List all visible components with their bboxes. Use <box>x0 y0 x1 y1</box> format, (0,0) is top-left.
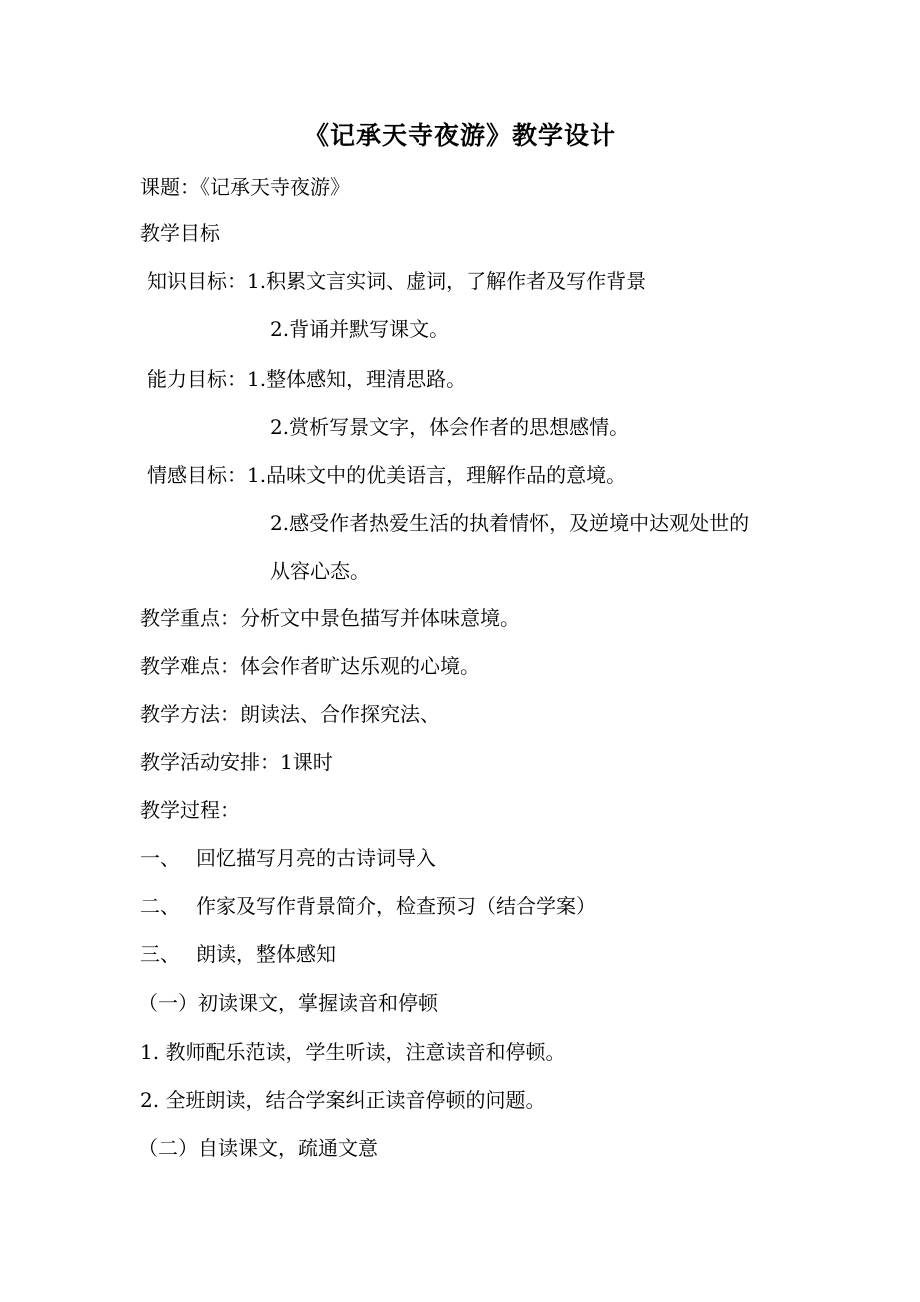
step-1-text: 回忆描写月亮的古诗词导入 <box>196 846 436 870</box>
step-2-marker: 二、 <box>140 894 180 918</box>
knowledge-goal-2: 2.背诵并默写课文。 <box>270 317 450 341</box>
process-step-3 <box>140 939 336 969</box>
objectives-heading: 教学目标 <box>140 221 220 245</box>
ability-goal-2: 2.赏析写景文字，体会作者的思想感情。 <box>270 415 630 439</box>
process-heading: 教学过程： <box>140 798 240 822</box>
step-2-text: 作家及写作背景简介，检查预习（结合学案） <box>196 894 596 918</box>
activity-schedule: 教学活动安排：1课时 <box>140 750 333 774</box>
step-3-marker: 三、 <box>140 942 180 966</box>
emotion-goal-2: 2.感受作者热爱生活的执着情怀，及逆境中达观处世的 <box>270 511 750 535</box>
process-step-2 <box>140 891 596 921</box>
sub-section-1-item-1: 1. 教师配乐范读，学生听读，注意读音和停顿。 <box>140 1040 566 1064</box>
document-title: 《记承天寺夜游》教学设计 <box>303 121 616 150</box>
knowledge-goal-1: 知识目标：1.积累文言实词、虚词，了解作者及写作背景 <box>147 269 647 293</box>
difficult-point: 教学难点：体会作者旷达乐观的心境。 <box>140 654 480 678</box>
sub-section-1-item-2: 2. 全班朗读，结合学案纠正读音停顿的问题。 <box>140 1088 546 1112</box>
sub-section-2-heading: （二）自读课文，疏通文意 <box>138 1136 378 1160</box>
teaching-methods: 教学方法：朗读法、合作探究法、 <box>140 702 440 726</box>
emotion-goal-1: 情感目标：1.品味文中的优美语言，理解作品的意境。 <box>147 463 627 487</box>
key-point: 教学重点：分析文中景色描写并体味意境。 <box>140 606 520 630</box>
emotion-goal-2-continued: 从容心态。 <box>270 559 370 583</box>
process-step-1 <box>140 843 436 873</box>
step-1-marker: 一、 <box>140 846 180 870</box>
topic-line: 课题：《记承天寺夜游》 <box>140 175 350 199</box>
step-3-text: 朗读，整体感知 <box>196 942 336 966</box>
ability-goal-1: 能力目标：1.整体感知，理清思路。 <box>147 367 467 391</box>
sub-section-1-heading: （一）初读课文，掌握读音和停顿 <box>138 991 438 1015</box>
